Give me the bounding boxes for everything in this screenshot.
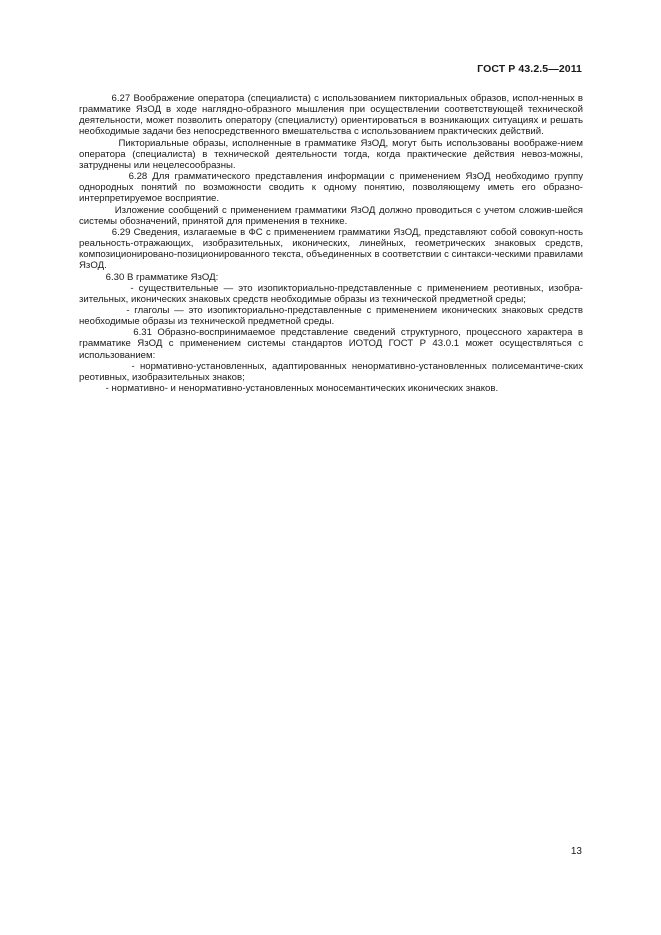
paragraph-pictorial-images: Пикториальные образы, исполненные в грамматике ЯзОД, могут быть использованы воображе-нием оператора (специалиста) в технической деятельности тогда, когда практические действия невоз-можны, затруднены или нецелесообразны. xyxy=(79,137,583,171)
page-number: 13 xyxy=(570,846,582,857)
list-item-verbs: - глаголы — это изопикториально-представленные с применением иконических знаковых средств необходимые образы из технической предметной среды. xyxy=(79,304,583,328)
list-item-monosemantic: - нормативно- и ненормативно-установленных моносемантических иконических знаков. xyxy=(79,383,499,395)
document-header: ГОСТ Р 43.2.5—2011 xyxy=(477,63,582,75)
paragraph-6-31: 6.31 Образно-воспринимаемое представление сведений структурного, процессного характера в грамматике ЯзОД с применением системы стандартов ИОТОД ГОСТ Р 43.0.1 может осуществляться с использованием: xyxy=(79,327,583,361)
list-item-nouns: - существительные — это изопикториально-представленные с применением реотивных, изобра-зительных, иконических знаковых средств необходимые образы из технической предметной среды; xyxy=(79,282,583,305)
paragraph-6-29: 6.29 Сведения, излагаемые в ФС с применением грамматики ЯзОД, представляют собой совокуп-ность реальность-отражающих, изобразительных, иконических, линейных, геометрических знаковых средств, композиционировано-позиционированного текста, объединенных в соответствии с синтакси-ческими правилами ЯзОД. xyxy=(79,226,583,272)
paragraph-6-30: 6.30 В грамматике ЯзОД: xyxy=(79,271,219,283)
paragraph-6-27: 6.27 Воображение оператора (специалиста) с использованием пикториальных образов, испол-ненных в грамматике ЯзОД в ходе наглядно-образного мышления при осуществлении соответствующей технической деятельности, может позволить оператору (специалисту) ориентироваться в возникающих ситуациях и решать необходимые задачи без непосредственного вмешательства с использованием практических действий. xyxy=(79,93,583,138)
paragraph-messages: Изложение сообщений с применением грамматики ЯзОД должно проводиться с учетом сложив-шейся системы обозначений, принятой для применения в технике. xyxy=(79,204,583,227)
list-item-polysemantic: - нормативно-установленных, адаптированных ненормативно-установленных полисемантиче-ских реотивных, изобразительных знаков; xyxy=(79,360,583,383)
document-body xyxy=(79,93,583,394)
paragraph-6-28: 6.28 Для грамматического представления информации с применением ЯзОД необходимо группу однородных понятий по возможности сводить к одному понятию, позволяющему иметь его образно-интерпретируемое восприятие. xyxy=(79,171,583,205)
